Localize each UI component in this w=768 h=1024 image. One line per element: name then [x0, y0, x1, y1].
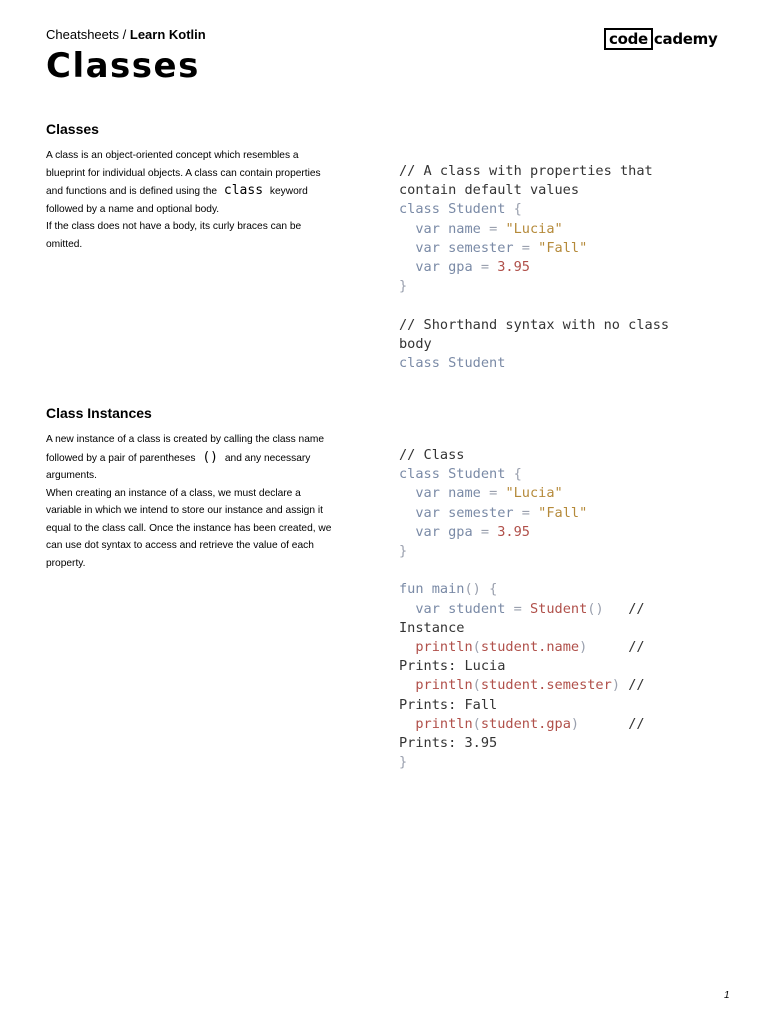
code-block-classes: [399, 162, 669, 373]
logo-rest-text: cademy: [653, 30, 718, 48]
code-brace: {: [489, 581, 498, 598]
code-class-name: Student: [448, 201, 506, 218]
page-title: Classes: [46, 46, 200, 86]
code-number: 3.95: [497, 523, 530, 540]
code-comment: body: [399, 335, 432, 352]
code-class-name: Student: [448, 466, 506, 483]
code-string: "Fall": [538, 239, 588, 256]
page-number: 1: [724, 990, 730, 1001]
code-block-class-instances: [399, 446, 645, 772]
code-constructor-call: Student: [529, 600, 588, 617]
code-comment: //: [628, 715, 645, 732]
code-keyword: class: [399, 355, 440, 372]
code-comment: Prints: 3.95: [399, 735, 498, 752]
code-number: 3.95: [497, 259, 530, 276]
code-brace: {: [513, 201, 522, 218]
breadcrumb-root[interactable]: Cheatsheets: [46, 27, 119, 42]
code-comment: Instance: [399, 619, 465, 636]
code-keyword: class: [399, 201, 440, 218]
code-function-call: println: [415, 677, 473, 694]
code-operator: =: [480, 259, 490, 276]
code-operator: =: [521, 504, 530, 521]
code-string: "Lucia": [505, 485, 563, 502]
code-keyword: var: [415, 523, 440, 540]
code-property: name: [448, 485, 481, 502]
section-class-instances: [46, 405, 336, 572]
code-string: "Lucia": [505, 220, 563, 237]
code-operator: =: [480, 523, 490, 540]
code-function-call: println: [415, 715, 473, 732]
code-property: name: [448, 220, 481, 237]
code-argument: student.gpa: [480, 715, 571, 732]
code-property: gpa: [448, 259, 473, 276]
code-property: semester: [448, 239, 514, 256]
code-comment: Prints: Lucia: [399, 658, 506, 675]
code-keyword: var: [415, 239, 440, 256]
description-text: A class is an object-oriented concept which resembles a blueprint for individual objects. A class can contain properties and functions and is defined using the: [46, 150, 321, 197]
code-keyword: var: [415, 600, 440, 617]
code-keyword: var: [415, 220, 440, 237]
code-operator: =: [513, 600, 522, 617]
section-heading: Classes: [46, 121, 99, 137]
code-keyword: var: [415, 485, 440, 502]
code-paren: ): [579, 639, 588, 656]
code-comment: Prints: Fall: [399, 696, 498, 713]
code-brace: }: [399, 543, 408, 560]
code-comment: //: [628, 639, 645, 656]
code-brace: {: [513, 466, 522, 483]
breadcrumb: [46, 27, 206, 42]
description-text: When creating an instance of a class, we must declare a variable in which we intend to store our instance and assign it equal to the class call. Once the instance has been created, we can use dot syntax to access and retrieve the value of each property.: [46, 487, 332, 569]
section-classes: [46, 121, 336, 253]
code-class-name: Student: [448, 355, 506, 372]
code-property: semester: [448, 504, 514, 521]
code-paren: ): [611, 677, 620, 694]
code-keyword: fun: [399, 581, 424, 598]
code-comment: contain default values: [399, 182, 580, 199]
code-operator: =: [489, 485, 498, 502]
code-function-call: println: [415, 639, 473, 656]
inline-code: (): [202, 449, 219, 465]
code-property: gpa: [448, 523, 473, 540]
code-paren: (: [472, 715, 481, 732]
logo-boxed-text: code: [604, 28, 653, 50]
code-operator: =: [489, 220, 498, 237]
code-keyword: var: [415, 259, 440, 276]
breadcrumb-current[interactable]: Learn Kotlin: [129, 27, 206, 42]
code-comment: // A class with properties that: [399, 163, 653, 179]
code-paren: (: [472, 677, 481, 694]
code-comment: // Shorthand syntax with no class: [399, 316, 670, 333]
code-argument: student.name: [480, 639, 580, 656]
description-text: and any necessary arguments.: [46, 452, 311, 481]
code-parens: (): [464, 581, 481, 598]
inline-code: class: [223, 183, 264, 198]
code-string: "Fall": [538, 504, 588, 521]
code-variable: student: [448, 600, 506, 617]
code-paren: ): [570, 715, 580, 732]
code-brace: }: [399, 754, 408, 771]
description-text: If the class does not have a body, its curly braces can be omitted.: [46, 221, 302, 250]
section-description: [46, 147, 336, 253]
code-paren: (: [472, 639, 481, 656]
code-comment: //: [628, 677, 645, 694]
code-argument: student.semester: [480, 677, 612, 694]
description-text: A new instance of a class is created by calling the class name followed by a pair of parentheses: [46, 434, 325, 464]
code-operator: =: [521, 239, 530, 256]
codecademy-logo[interactable]: [604, 30, 717, 48]
code-comment: //: [628, 600, 645, 617]
section-description: [46, 431, 336, 572]
code-parens: (): [587, 600, 604, 617]
breadcrumb-separator: /: [122, 27, 127, 42]
code-keyword: var: [415, 504, 440, 521]
code-brace: }: [399, 278, 408, 295]
description-text: keyword followed by a name and optional body.: [46, 186, 308, 215]
code-keyword: class: [399, 466, 440, 483]
section-heading: Class Instances: [46, 405, 152, 421]
code-comment: // Class: [399, 447, 465, 463]
code-function-name: main: [431, 581, 465, 598]
